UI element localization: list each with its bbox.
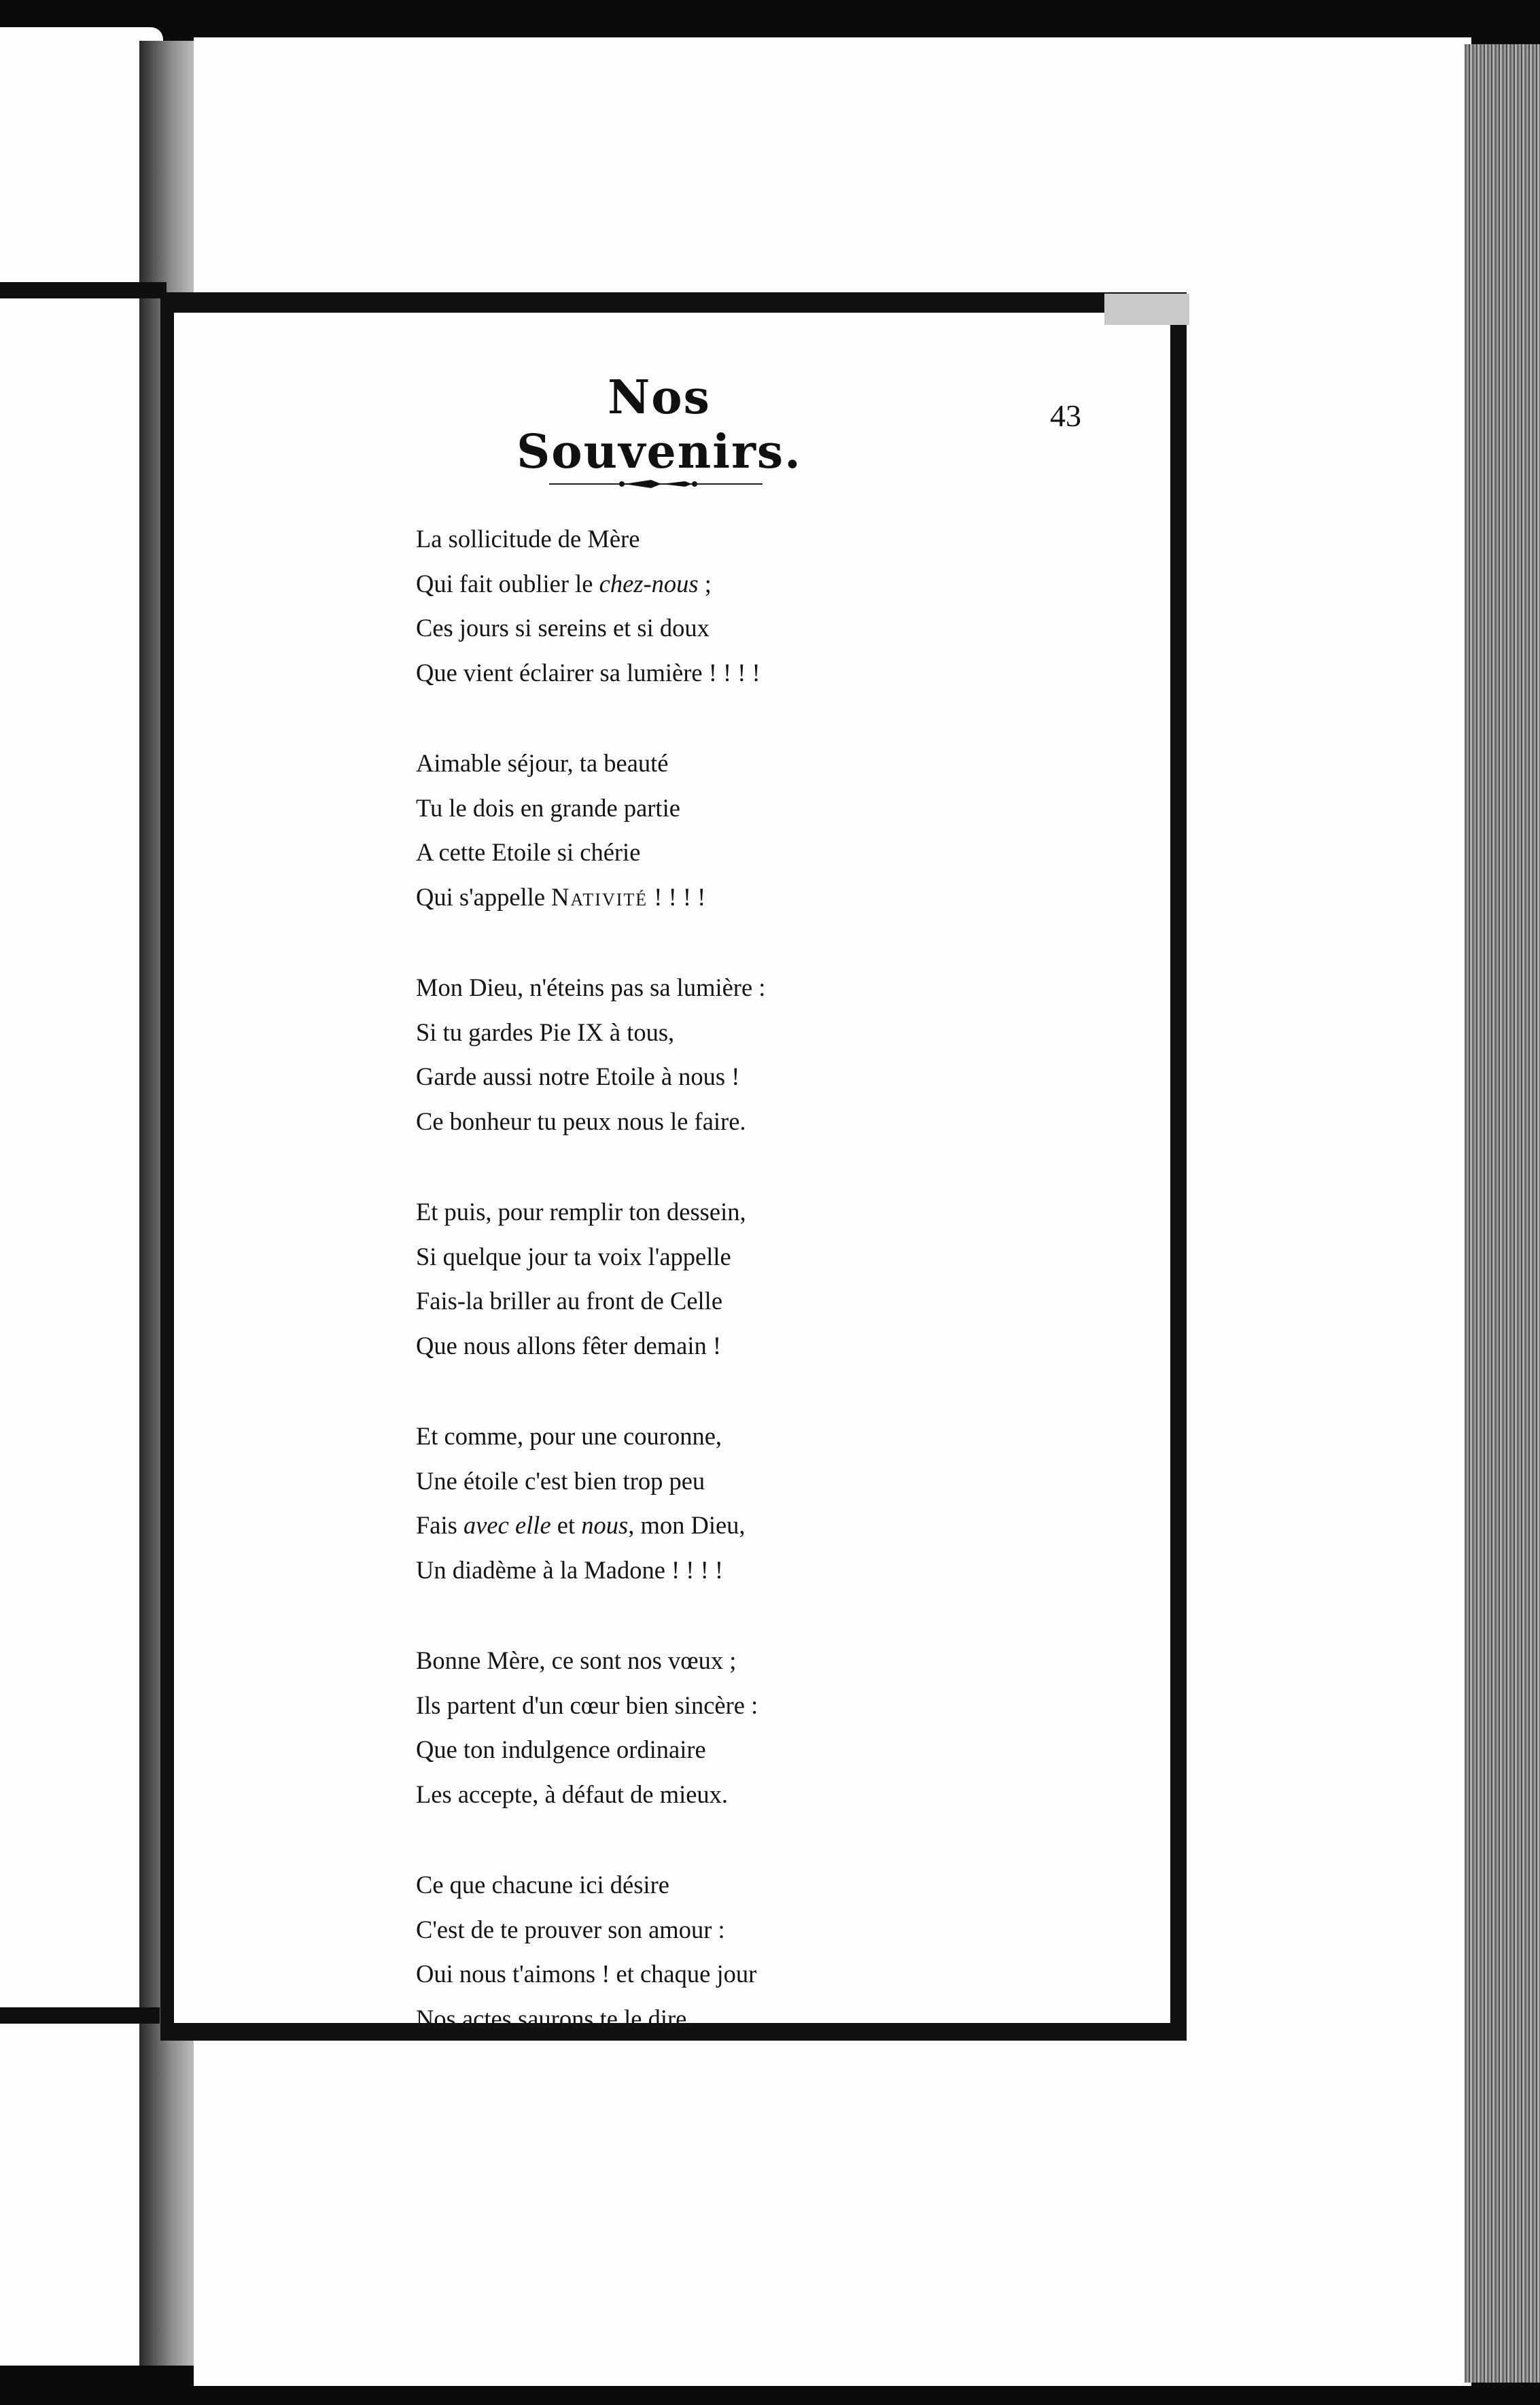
line-text: Garde aussi notre Etoile à nous ! xyxy=(416,1062,740,1090)
line-text: , mon Dieu, xyxy=(628,1511,746,1539)
line-text: A cette Etoile si chérie xyxy=(416,838,641,866)
poem-line xyxy=(416,1503,1130,1548)
line-text: Fais xyxy=(416,1511,463,1539)
italic-text: avec elle xyxy=(463,1511,551,1539)
poem xyxy=(416,517,1130,2087)
line-text: Ces jours si sereins et si doux xyxy=(416,614,710,642)
poem-line xyxy=(416,1099,1130,1144)
facing-page-rule-top xyxy=(0,282,167,298)
poem-line xyxy=(416,1323,1130,1368)
book-page-edges xyxy=(1465,44,1540,2383)
line-text: Aimable séjour, ta beauté xyxy=(416,749,669,777)
line-text: Nos actes saurons te le dire. xyxy=(416,2004,693,2032)
line-text: Oui nous t'aimons ! et chaque jour xyxy=(416,1960,757,1988)
line-text: Si quelque jour ta voix l'appelle xyxy=(416,1242,731,1270)
line-text: Ce bonheur tu peux nous le faire. xyxy=(416,1107,746,1135)
line-text: Ce que chacune ici désire xyxy=(416,1871,669,1899)
line-text: C'est de te prouver son amour : xyxy=(416,1915,725,1943)
stanza xyxy=(416,1414,1130,1592)
line-text: ! ! ! ! xyxy=(648,882,706,911)
running-head-title: Nos Souvenirs. xyxy=(517,370,802,479)
poem-line xyxy=(416,1952,1130,1996)
poem-line xyxy=(416,830,1130,875)
page-number: 43 xyxy=(1050,398,1081,433)
line-text: Que nous allons fêter demain ! xyxy=(416,1331,722,1360)
italic-text: chez-nous xyxy=(599,569,699,598)
line-text: La sollicitude de Mère xyxy=(416,525,640,553)
ornament-divider-icon xyxy=(549,477,763,491)
line-text: Et puis, pour remplir ton dessein, xyxy=(416,1198,746,1226)
stanza xyxy=(416,741,1130,919)
poem-line xyxy=(416,1996,1130,2041)
line-text: Un diadème à la Madone ! ! ! ! xyxy=(416,1555,724,1584)
stanza xyxy=(416,517,1130,695)
small-caps-text: Nativité xyxy=(551,882,648,911)
line-text: Fais-la briller au front de Celle xyxy=(416,1287,723,1315)
line-text: Qui s'appelle xyxy=(416,882,552,911)
poem-line xyxy=(416,786,1130,831)
poem-line xyxy=(416,1863,1130,1907)
line-text: Si tu gardes Pie IX à tous, xyxy=(416,1018,675,1046)
line-text: et xyxy=(550,1511,582,1539)
poem-line xyxy=(416,1907,1130,1952)
line-text: Que ton indulgence ordinaire xyxy=(416,1735,706,1763)
stanza xyxy=(416,1190,1130,1368)
poem-line xyxy=(416,1010,1130,1055)
stanza xyxy=(416,1638,1130,1816)
poem-line xyxy=(416,606,1130,651)
poem-line xyxy=(416,1190,1130,1234)
line-text: Tu le dois en grande partie xyxy=(416,793,680,822)
poem-line xyxy=(416,1234,1130,1279)
line-text: Bonne Mère, ce sont nos vœux ; xyxy=(416,1646,737,1674)
stanza xyxy=(416,1863,1130,2041)
line-text: Ils partent d'un cœur bien sincère : xyxy=(416,1691,758,1719)
poem-line xyxy=(416,1279,1130,1323)
line-text: Une étoile c'est bien trop peu xyxy=(416,1466,705,1495)
poem-line xyxy=(416,1638,1130,1683)
poem-line xyxy=(416,1414,1130,1459)
poem-line xyxy=(416,965,1130,1010)
line-text: ; xyxy=(698,569,712,598)
stanza xyxy=(416,965,1130,1143)
line-text: Et comme, pour une couronne, xyxy=(416,1422,722,1450)
poem-line xyxy=(416,1054,1130,1099)
poem-line xyxy=(416,1548,1130,1593)
line-text: Mon Dieu, n'éteins pas sa lumière : xyxy=(416,973,766,1001)
poem-line xyxy=(416,1683,1130,1728)
poem-line xyxy=(416,651,1130,695)
facing-page-rule-bottom xyxy=(0,2007,160,2024)
line-text: Qui fait oublier le xyxy=(416,569,599,598)
frame-worn-corner xyxy=(1104,294,1189,325)
poem-line xyxy=(416,561,1130,606)
poem-line xyxy=(416,1459,1130,1504)
poem-line xyxy=(416,741,1130,786)
poem-line xyxy=(416,875,1130,920)
line-text: Les accepte, à défaut de mieux. xyxy=(416,1780,729,1808)
line-text: Que vient éclairer sa lumière ! ! ! ! xyxy=(416,658,760,687)
italic-text: nous xyxy=(581,1511,629,1539)
poem-line xyxy=(416,1727,1130,1772)
poem-line xyxy=(416,517,1130,561)
poem-line xyxy=(416,1772,1130,1817)
